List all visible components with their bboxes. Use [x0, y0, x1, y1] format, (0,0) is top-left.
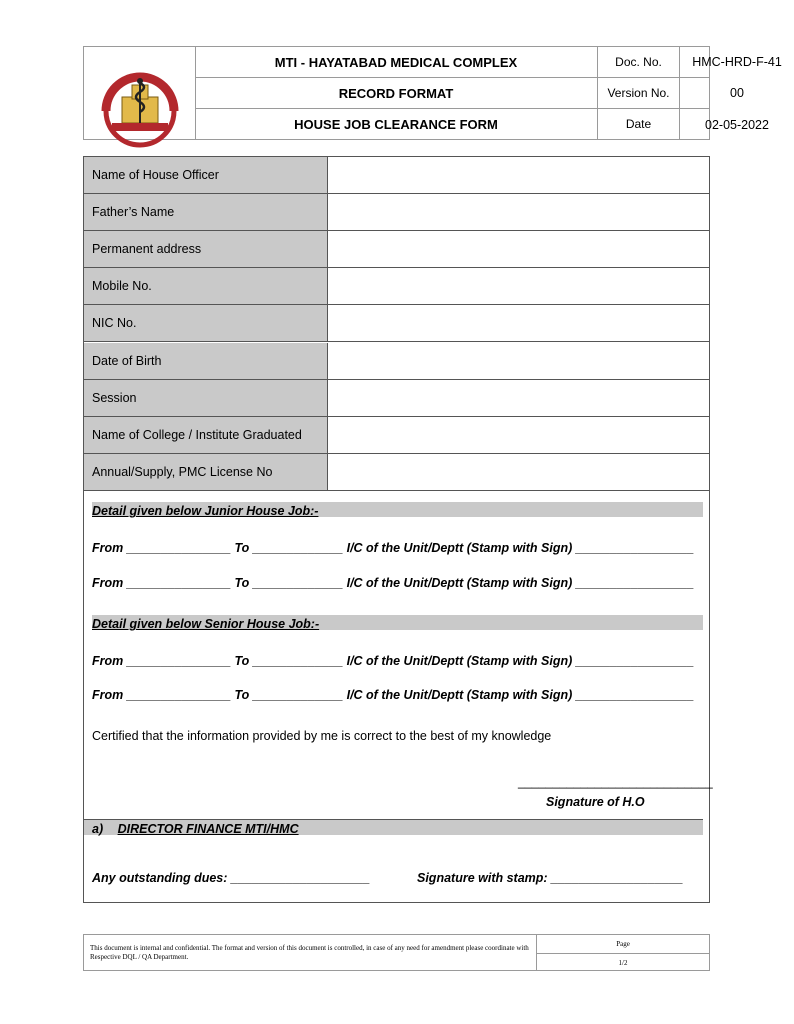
document-header	[83, 46, 782, 140]
page-box	[536, 935, 709, 970]
field-value-dob[interactable]	[328, 343, 709, 379]
signature-line[interactable]: ____________________________	[518, 775, 713, 789]
field-value-session[interactable]	[328, 380, 709, 416]
page-value: 1/2	[618, 959, 628, 967]
field-label: Session	[84, 380, 328, 416]
field-row	[84, 417, 709, 454]
field-label: Date of Birth	[84, 343, 328, 379]
record-format-title: RECORD FORMAT	[195, 78, 598, 108]
field-row	[84, 157, 709, 194]
field-label: Annual/Supply, PMC License No	[84, 454, 328, 490]
signature-label: Signature of H.O	[546, 795, 645, 809]
field-label: NIC No.	[84, 305, 328, 341]
hmc-logo-icon	[84, 47, 195, 139]
senior-job-line-1[interactable]: From _______________ To _____________ I/C of the Unit/Deptt (Stamp with Sign) _________________	[92, 654, 694, 668]
field-label: Father’s Name	[84, 194, 328, 230]
field-value-house-officer[interactable]	[328, 157, 709, 193]
field-row	[84, 194, 709, 231]
field-row	[84, 454, 709, 491]
document-footer	[83, 934, 710, 971]
certification-text: Certified that the information provided by me is correct to the best of my knowledge	[92, 729, 552, 743]
doc-no-value: HMC-HRD-F-41	[692, 55, 782, 69]
version-label: Version No.	[598, 78, 680, 108]
director-heading-prefix: a)	[92, 822, 104, 836]
date-label: Date	[598, 109, 680, 140]
clearance-form	[83, 156, 713, 903]
junior-house-job-heading	[92, 502, 703, 517]
senior-job-line-2[interactable]: From _______________ To _____________ I/C of the Unit/Deptt (Stamp with Sign) _________________	[92, 688, 694, 702]
field-value-college[interactable]	[328, 417, 709, 453]
header-row-doc	[195, 47, 782, 78]
date-value: 02-05-2022	[705, 117, 769, 132]
footer-notice: This document is internal and confidential. The format and version of this document is controlled, in case of any need for amendment please coordinate with Respective DQL / QA Department.	[90, 944, 529, 961]
director-finance-heading	[84, 819, 703, 835]
header-row-version	[195, 78, 744, 109]
doc-no-label: Doc. No.	[598, 47, 680, 77]
field-value-mobile[interactable]	[328, 268, 709, 304]
field-value-nic[interactable]	[328, 305, 709, 341]
outstanding-dues-field[interactable]: Any outstanding dues: ____________________	[92, 871, 370, 885]
director-heading-text: DIRECTOR FINANCE MTI/HMC	[117, 822, 299, 836]
version-value: 00	[730, 86, 744, 100]
field-row	[84, 231, 709, 268]
field-row	[84, 343, 709, 380]
logo-cell	[84, 47, 196, 139]
field-row	[84, 305, 709, 342]
field-row	[84, 268, 709, 305]
field-value-address[interactable]	[328, 231, 709, 267]
field-row	[84, 380, 709, 417]
senior-house-job-heading	[92, 615, 703, 630]
field-label: Name of House Officer	[84, 157, 328, 193]
field-label: Mobile No.	[84, 268, 328, 304]
junior-heading-text: Detail given below Junior House Job:-	[92, 504, 319, 518]
junior-job-line-2[interactable]: From _______________ To _____________ I/C of the Unit/Deptt (Stamp with Sign) _________________	[92, 576, 694, 590]
form-title: HOUSE JOB CLEARANCE FORM	[195, 109, 598, 140]
field-value-father-name[interactable]	[328, 194, 709, 230]
field-value-license[interactable]	[328, 454, 709, 490]
field-label: Permanent address	[84, 231, 328, 267]
senior-heading-text: Detail given below Senior House Job:-	[92, 617, 320, 631]
signature-stamp-field[interactable]: Signature with stamp: ___________________	[417, 871, 684, 885]
institution-title: MTI - HAYATABAD MEDICAL COMPLEX	[195, 47, 598, 77]
field-label: Name of College / Institute Graduated	[84, 417, 328, 453]
junior-job-line-1[interactable]: From _______________ To _____________ I/C of the Unit/Deptt (Stamp with Sign) _________________	[92, 541, 694, 555]
header-row-date	[195, 109, 769, 140]
page-label: Page	[537, 935, 709, 954]
